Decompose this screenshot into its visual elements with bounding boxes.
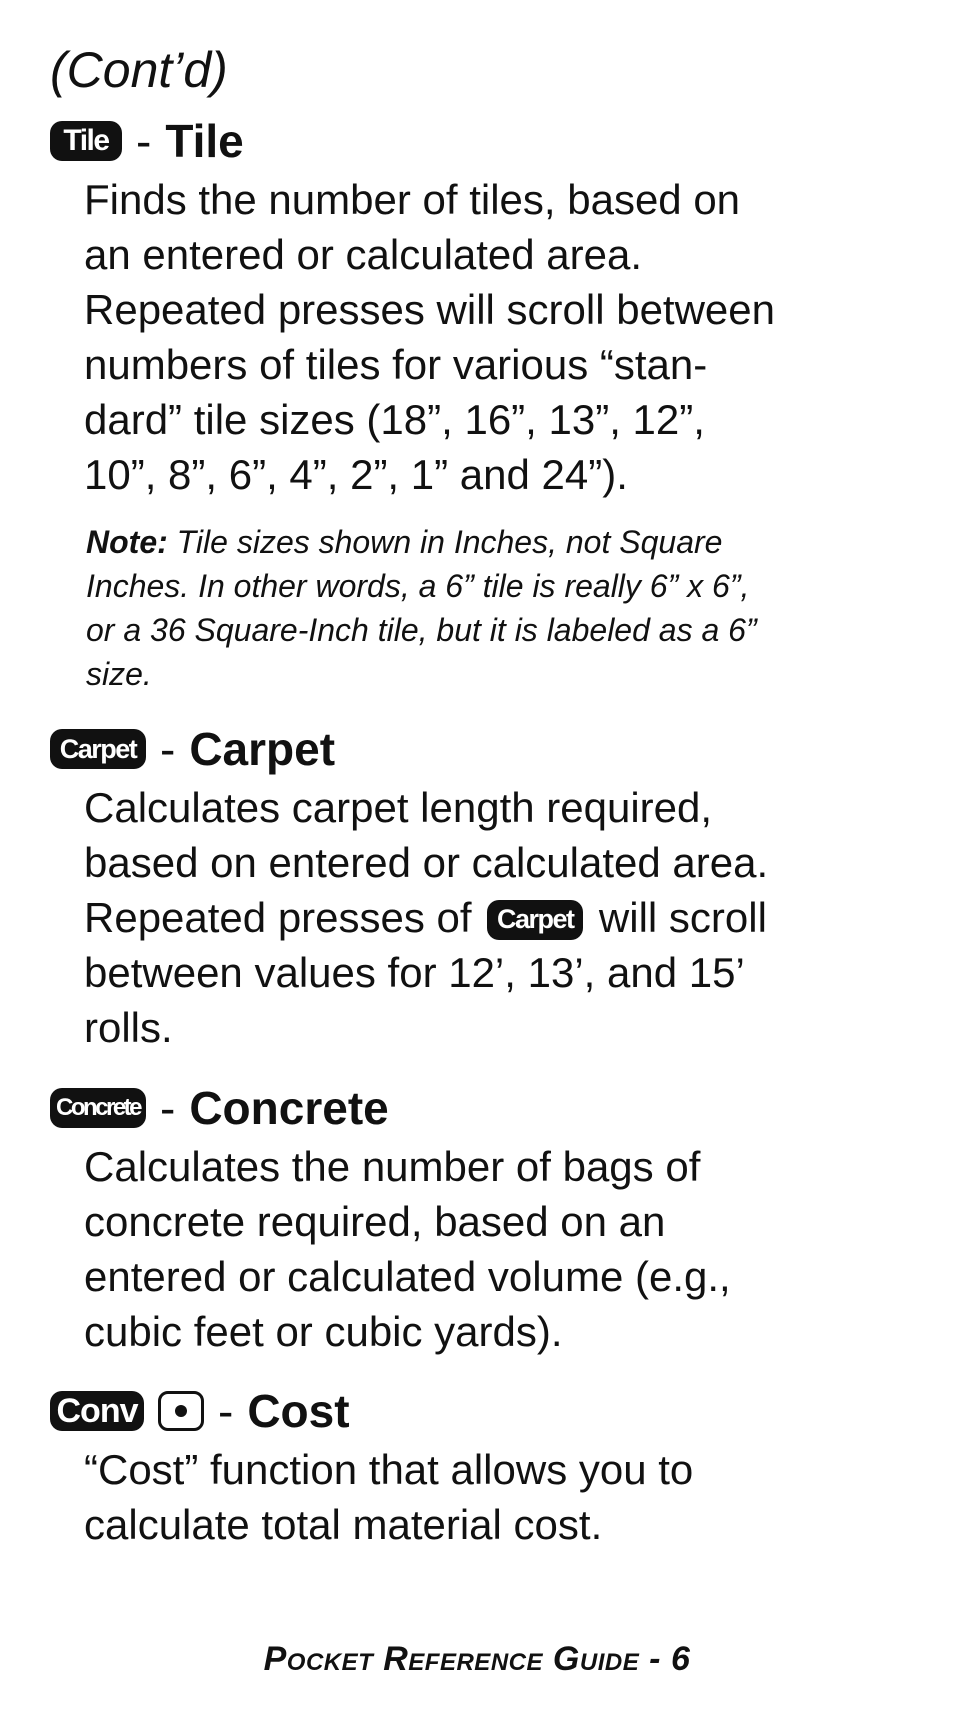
body-text-fragment: will scroll [598,894,767,941]
section-heading [50,110,920,172]
body-line: cubic feet or cubic yards). [84,1308,563,1355]
body-line: Calculates the number of bags of [84,1143,701,1190]
body-line: Repeated presses will scroll between [84,286,776,333]
body-line: an entered or calculated area. [84,231,643,278]
body-line: between values for 12’, 13’, and 15’ [84,949,745,996]
section-title: Tile [165,115,244,167]
body-line: based on entered or calculated area. [84,839,769,886]
section-body [84,1139,924,1359]
section-heading [50,1380,920,1442]
concrete-key-icon: Concrete [50,1088,146,1128]
section-body [84,780,924,1055]
body-text-fragment: Repeated presses of [84,894,472,941]
section-title: Carpet [189,723,336,775]
conv-key-icon: Conv [50,1391,144,1431]
body-line: Calculates carpet length required, [84,784,713,831]
carpet-key-icon: Carpet [487,900,583,940]
body-line: “Cost” function that allows you to [84,1446,694,1493]
body-line: numbers of tiles for various “stan- [84,341,708,388]
page-footer: Pocket Reference Guide - 6 [263,1640,691,1678]
body-line: rolls. [84,1004,173,1051]
continued-label: (Cont’d) [50,42,228,98]
body-line: entered or calculated volume (e.g., [84,1253,731,1300]
note-label: Note: [86,524,168,560]
carpet-key-icon: Carpet [50,729,146,769]
note-line: Tile sizes shown in Inches, not Square [167,524,723,560]
note-line: Inches. In other words, a 6” tile is really 6” x 6”, [86,568,750,604]
heading-dash: - [160,723,176,775]
section-tile [50,110,920,696]
decimal-point-key-icon [158,1391,204,1431]
section-concrete [50,1077,920,1359]
body-line: 10”, 8”, 6”, 4”, 2”, 1” and 24”). [84,451,628,498]
body-line [84,890,924,945]
section-heading [50,1077,920,1139]
note-block [86,520,916,696]
body-line: Finds the number of tiles, based on [84,176,741,223]
section-body [84,1442,924,1552]
section-body [84,172,924,502]
note-line: size. [86,656,152,692]
body-line: dard” tile sizes (18”, 16”, 13”, 12”, [84,396,705,443]
section-heading [50,718,920,780]
tile-key-icon: Tile [50,121,122,161]
heading-dash: - [218,1385,234,1437]
section-carpet [50,718,920,1055]
body-line: calculate total material cost. [84,1501,603,1548]
section-title: Cost [247,1385,350,1437]
heading-dash: - [160,1082,176,1134]
section-cost [50,1380,920,1552]
section-title: Concrete [189,1082,389,1134]
heading-dash: - [136,115,152,167]
body-line: concrete required, based on an [84,1198,666,1245]
note-line: or a 36 Square-Inch tile, but it is labeled as a 6” [86,612,757,648]
